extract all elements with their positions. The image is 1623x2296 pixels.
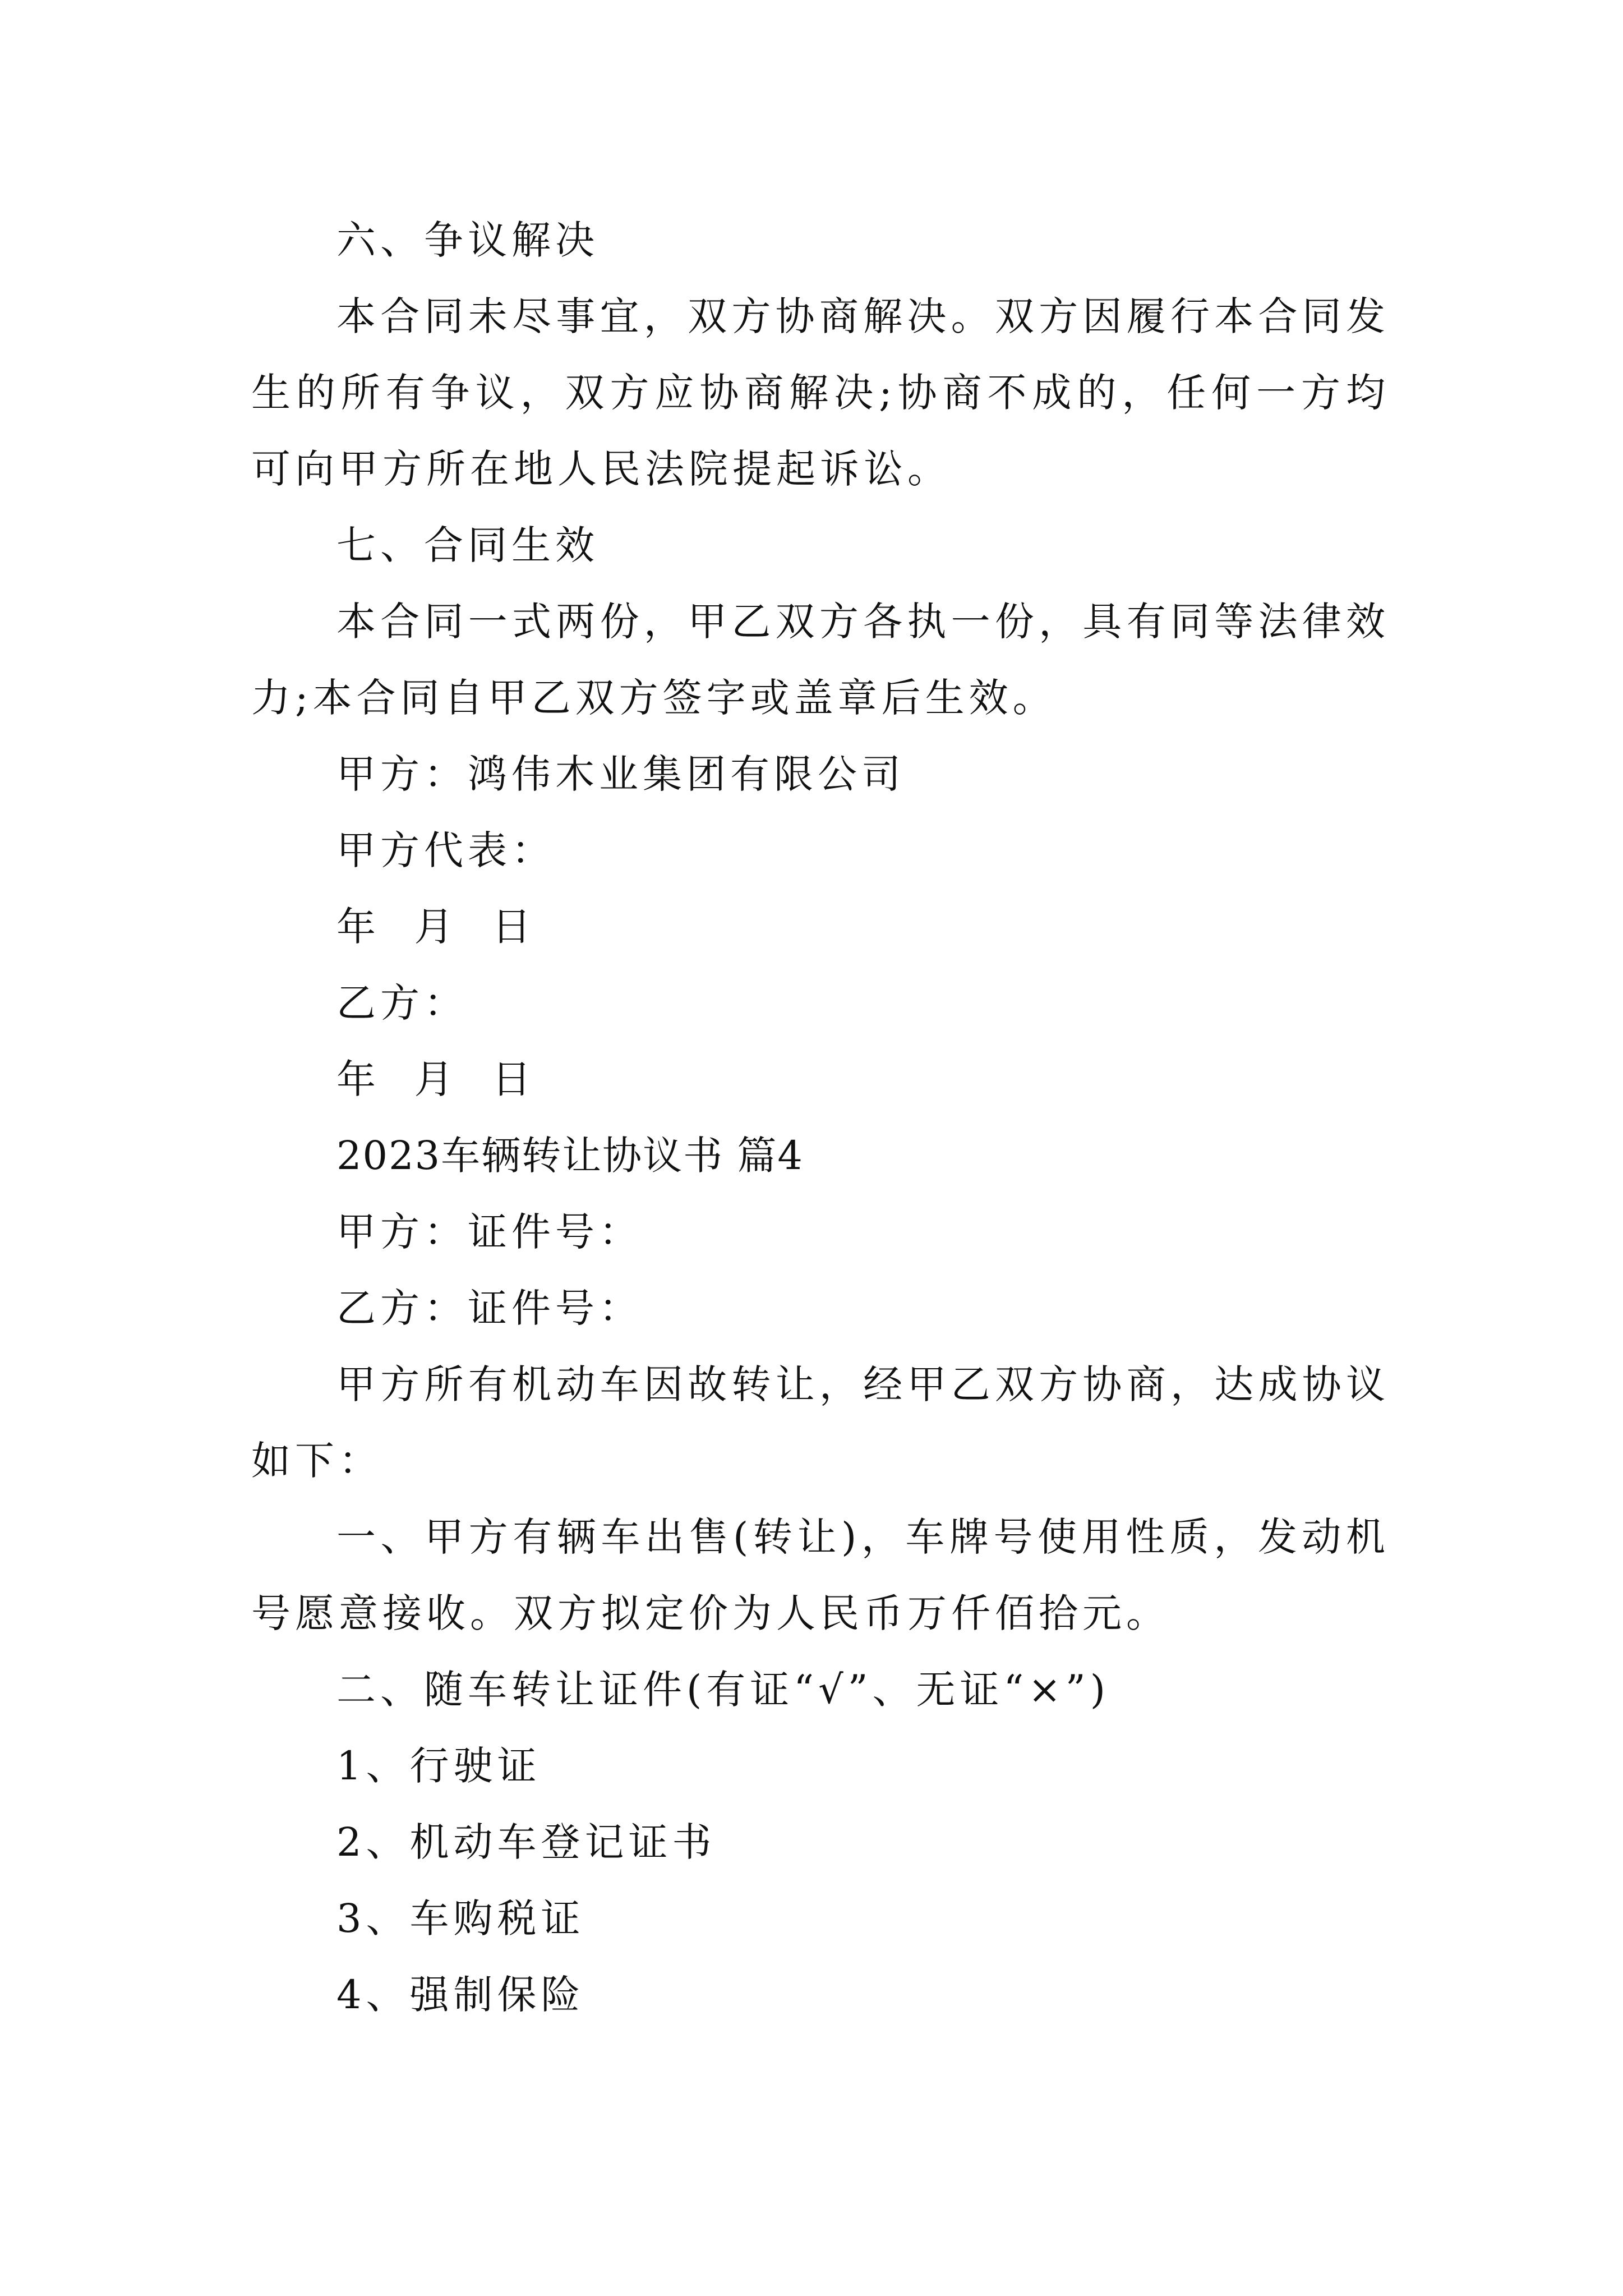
party-a-date: 年 月 日 xyxy=(336,904,536,950)
party-b-name: 乙方： xyxy=(336,980,468,1026)
party-b-id: 乙方：证件号： xyxy=(336,1285,643,1331)
section-heading-documents: 二、随车转让证件(有证“√”、无证“×”) xyxy=(336,1667,1110,1713)
section-heading-contract-effect: 七、合同生效 xyxy=(336,522,599,568)
paragraph-contract-effect: 本合同一式两份，甲乙双方各执一份，具有同等法律效力;本合同自甲乙双方签字或盖章后生效。 xyxy=(251,599,1390,721)
paragraph-vehicle-sale: 一、甲方有辆车出售(转让)，车牌号使用性质，发动机号愿意接收。双方拟定价为人民币万仟佰拾元。 xyxy=(251,1514,1390,1636)
party-a-id: 甲方：证件号： xyxy=(336,1209,643,1255)
list-item-compulsory-insurance: 4、强制保险 xyxy=(336,1972,585,2018)
paragraph-dispute-terms: 本合同未尽事宜，双方协商解决。双方因履行本合同发生的所有争议，双方应协商解决;协商不成的，任何一方均可向甲方所在地人民法院提起诉讼。 xyxy=(251,293,1390,492)
list-item-purchase-tax: 3、车购税证 xyxy=(336,1895,585,1941)
section-heading-dispute-resolution: 六、争议解决 xyxy=(336,217,599,263)
list-item-registration-certificate: 2、机动车登记证书 xyxy=(336,1819,716,1865)
party-a-name: 甲方：鸿伟木业集团有限公司 xyxy=(336,751,905,797)
paragraph-agreement-intro: 甲方所有机动车因故转让，经甲乙双方协商，达成协议如下： xyxy=(251,1361,1390,1484)
party-b-date: 年 月 日 xyxy=(336,1056,536,1102)
party-a-representative: 甲方代表： xyxy=(336,827,555,873)
agreement-title: 2023车辆转让协议书 篇4 xyxy=(336,1133,804,1179)
list-item-driving-license: 1、行驶证 xyxy=(336,1743,541,1789)
document-body xyxy=(251,202,1390,2033)
